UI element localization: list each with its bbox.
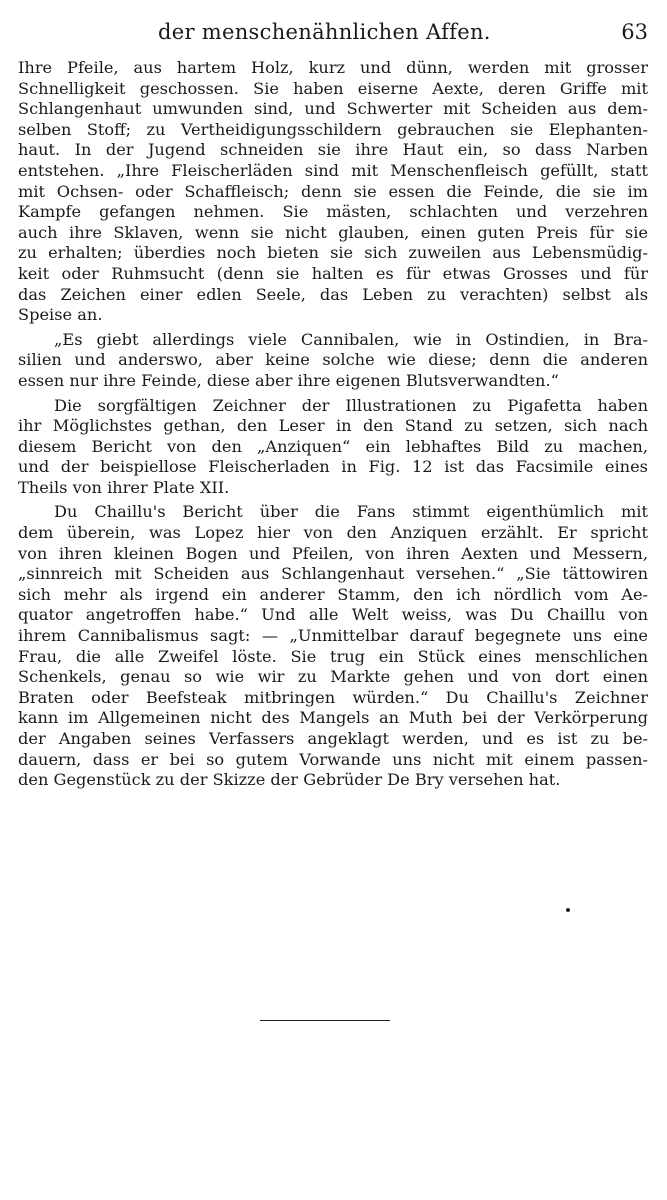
paragraph — [18, 330, 648, 392]
text-line: haut. In der Jugend schneiden sie ihre Haut ein, so dass Narben — [18, 140, 648, 160]
text-line: ihr Möglichstes gethan, den Leser in den Stand zu setzen, sich nach — [18, 416, 648, 436]
text-line: den Gegenstück zu der Skizze der Gebrüder De Bry versehen hat. — [18, 770, 561, 790]
text-line: quator angetroffen habe.“ Und alle Welt weiss, was Du Chaillu von — [18, 605, 648, 625]
text-line: keit oder Ruhmsucht (denn sie halten es für etwas Grosses und für — [18, 263, 648, 283]
running-title: der menschenähnlichen Affen. — [158, 20, 491, 44]
text-line: ihrem Cannibalismus sagt: — „Unmittelbar darauf begegnete uns eine — [18, 626, 648, 646]
book-page — [18, 20, 648, 791]
text-line: silien und anderswo, aber keine solche wie diese; denn die anderen — [18, 350, 648, 370]
text-line: Die sorgfältigen Zeichner der Illustrationen zu Pigafetta haben — [54, 395, 648, 415]
text-line: zu erhalten; überdies noch bieten sie sich zuweilen aus Lebensmüdig- — [18, 243, 648, 263]
text-line: dem überein, was Lopez hier von den Anziquen erzählt. Er spricht — [18, 523, 648, 543]
text-line: Theils von ihrer Plate XII. — [18, 477, 230, 497]
text-line: kann im Allgemeinen nicht des Mangels an Muth bei der Verkörperung — [18, 708, 648, 728]
paragraph — [18, 58, 648, 326]
text-line: der Angaben seines Verfassers angeklagt werden, und es ist zu be- — [18, 729, 648, 748]
print-speck — [566, 908, 570, 912]
text-line: selben Stoff; zu Vertheidigungsschildern gebrauchen sie Elephanten- — [18, 119, 648, 139]
text-line: essen nur ihre Feinde, diese aber ihre eigenen Blutsverwandten.“ — [18, 370, 559, 390]
page-header — [18, 20, 648, 50]
text-line: Schlangenhaut umwunden sind, und Schwerter mit Scheiden aus dem- — [18, 99, 648, 119]
text-line: Braten oder Beefsteak mitbringen würden.“ Du Chaillu's Zeichner — [18, 687, 648, 707]
text-line: Speise an. — [18, 305, 103, 325]
paragraph — [18, 502, 648, 790]
text-line: Schenkels, genau so wie wir zu Markte gehen und von dort einen — [18, 667, 648, 687]
text-line: mit Ochsen- oder Schaffleisch; denn sie essen die Feinde, die sie im — [18, 181, 648, 201]
text-line: dauern, dass er bei so gutem Vorwande uns nicht mit einem passen- — [18, 749, 648, 769]
text-line: diesem Bericht von den „Anziquen“ ein lebhaftes Bild zu machen, — [18, 436, 648, 456]
text-line: „Es giebt allerdings viele Cannibalen, wie in Ostindien, in Bra- — [54, 329, 648, 349]
text-line: das Zeichen einer edlen Seele, das Leben zu verachten) selbst als — [18, 284, 648, 304]
text-line: Ihre Pfeile, aus hartem Holz, kurz und dünn, werden mit grosser — [18, 58, 648, 77]
text-line: von ihren kleinen Bogen und Pfeilen, von ihren Aexten und Messern, — [18, 543, 648, 563]
text-line: Du Chaillu's Bericht über die Fans stimmt eigenthümlich mit — [54, 502, 648, 522]
text-line: und der beispiellose Fleischerladen in Fig. 12 ist das Facsimile eines — [18, 457, 648, 477]
text-line: Frau, die alle Zweifel löste. Sie trug ein Stück eines menschlichen — [18, 646, 648, 666]
paragraph — [18, 396, 648, 499]
page-number: 63 — [621, 20, 648, 44]
text-line: Schnelligkeit geschossen. Sie haben eiserne Aexte, deren Griffe mit — [18, 78, 648, 98]
text-line: „sinnreich mit Scheiden aus Schlangenhaut versehen.“ „Sie tättowiren — [18, 564, 648, 584]
text-line: sich mehr als irgend ein anderer Stamm, den ich nördlich vom Ae- — [18, 584, 648, 604]
text-line: Kampfe gefangen nehmen. Sie mästen, schlachten und verzehren — [18, 202, 648, 222]
section-end-rule — [260, 1020, 390, 1021]
body-text — [18, 58, 648, 791]
text-line: entstehen. „Ihre Fleischerläden sind mit Menschenfleisch gefüllt, statt — [18, 160, 648, 180]
text-line: auch ihre Sklaven, wenn sie nicht glauben, einen guten Preis für sie — [18, 222, 648, 242]
